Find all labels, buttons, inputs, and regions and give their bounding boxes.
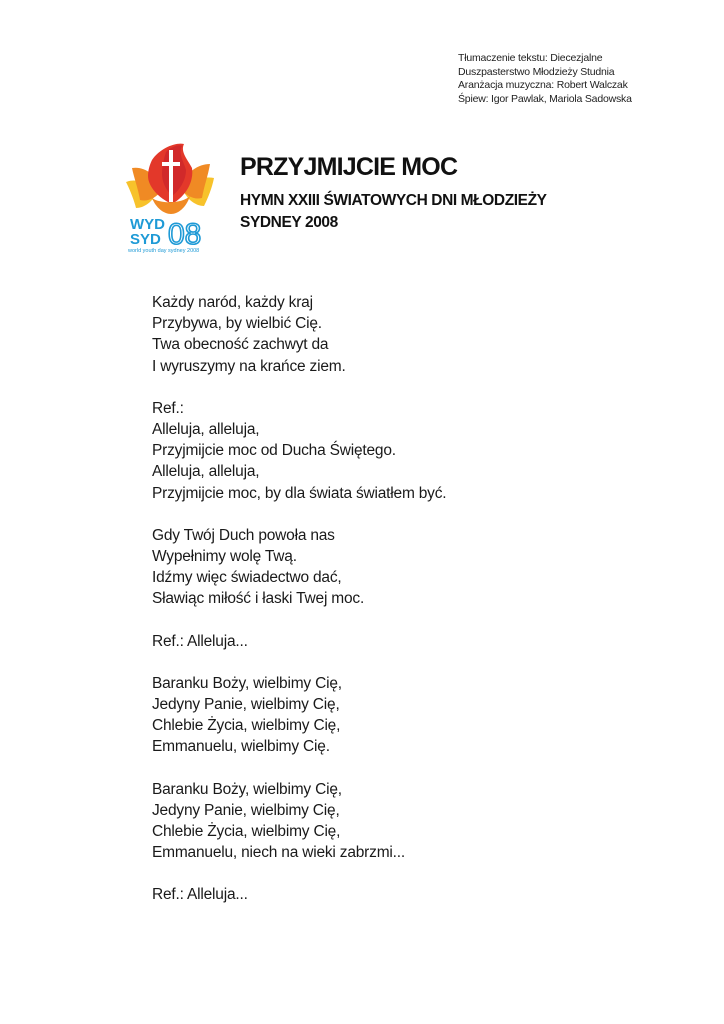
refrain-short: [152, 884, 446, 905]
lyric-line: Sławiąc miłość i łaski Twej moc.: [152, 590, 365, 608]
stanza: [152, 673, 446, 758]
lyric-line: Twa obecność zachwyt da: [152, 336, 329, 354]
refrain: [152, 398, 446, 504]
refrain-short: [152, 631, 446, 652]
lyric-line: I wyruszymy na krańce ziem.: [152, 357, 346, 375]
hymn-title: PRZYJMIJCIE MOC: [240, 153, 458, 181]
hymn-subtitle: [240, 190, 547, 234]
credit-line: Duszpasterstwo Młodzieży Studnia: [458, 65, 615, 78]
lyric-line: Chlebie Życia, wielbimy Cię,: [152, 823, 341, 841]
lyric-line: Alleluja, alleluja,: [152, 463, 260, 481]
stanza: [152, 292, 446, 377]
wyd-logo: [122, 138, 218, 258]
lyric-line: Jedyny Panie, wielbimy Cię,: [152, 696, 340, 714]
lyric-line: Jedyny Panie, wielbimy Cię,: [152, 801, 340, 819]
stanza: [152, 525, 446, 610]
lyrics: [152, 292, 446, 927]
credits-block: [458, 52, 632, 106]
lyric-line: Przyjmijcie moc od Ducha Świętego.: [152, 442, 396, 460]
lyric-line: Wypełnimy wolę Twą.: [152, 548, 297, 566]
lyric-line: Ref.:: [152, 399, 184, 417]
credit-line: Śpiew: Igor Pawlak, Mariola Sadowska: [458, 92, 632, 105]
logo-caption: world youth day sydney 2008: [128, 248, 200, 254]
lyric-line: Przyjmijcie moc, by dla świata światłem być.: [152, 484, 447, 502]
lyric-line: Baranku Boży, wielbimy Cię,: [152, 674, 342, 692]
lyric-line: Gdy Twój Duch powoła nas: [152, 526, 335, 544]
credit-line: Tłumaczenie tekstu: Diecezjalne: [458, 52, 603, 64]
subtitle-line: HYMN XXIII ŚWIATOWYCH DNI MŁODZIEŻY: [240, 192, 547, 209]
logo-text-wyd: WYD: [130, 216, 165, 233]
lyric-line: Chlebie Życia, wielbimy Cię,: [152, 717, 341, 735]
logo-text-year: 08: [168, 218, 202, 251]
stanza: [152, 779, 446, 864]
lyric-line: Baranku Boży, wielbimy Cię,: [152, 780, 342, 798]
lyric-line: Alleluja, alleluja,: [152, 421, 260, 439]
credit-line: Aranżacja muzyczna: Robert Walczak: [458, 79, 628, 91]
lyric-line: Idźmy więc świadectwo dać,: [152, 569, 342, 587]
lyric-line: Przybywa, by wielbić Cię.: [152, 315, 322, 333]
lyric-line: Ref.: Alleluja...: [152, 632, 248, 650]
subtitle-line: SYDNEY 2008: [240, 214, 338, 231]
logo-text-syd: SYD: [130, 231, 161, 248]
lyric-line: Emmanuelu, niech na wieki zabrzmi...: [152, 844, 405, 862]
lyric-line: Ref.: Alleluja...: [152, 886, 248, 904]
lyric-line: Każdy naród, każdy kraj: [152, 294, 313, 311]
lyric-line: Emmanuelu, wielbimy Cię.: [152, 738, 330, 756]
wyd-flame-icon: [122, 138, 218, 258]
